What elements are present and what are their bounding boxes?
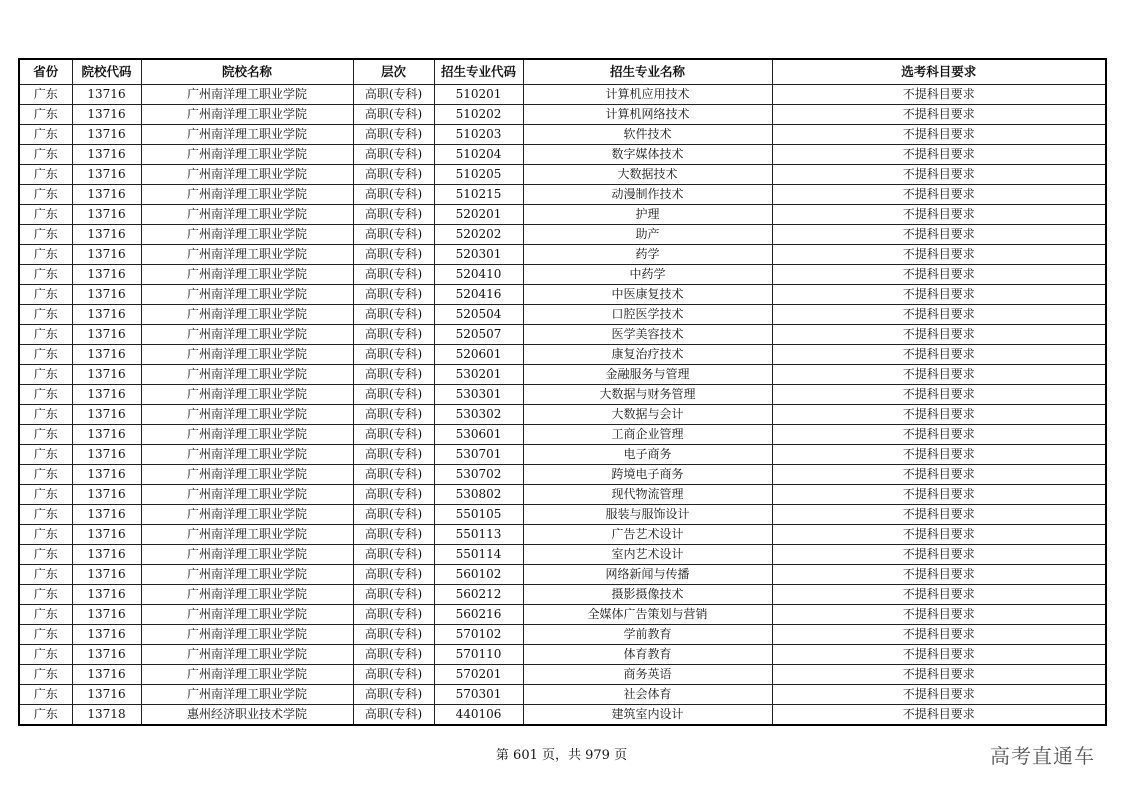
cell-major-name: 计算机网络技术 <box>523 105 772 125</box>
cell-major-code: 520202 <box>434 225 523 245</box>
cell-major-name: 助产 <box>523 225 772 245</box>
cell-major-code: 560216 <box>434 605 523 625</box>
cell-major-code: 570201 <box>434 665 523 685</box>
table-row <box>19 265 1106 285</box>
table-row <box>19 305 1106 325</box>
cell-province: 广东 <box>19 645 72 665</box>
cell-province: 广东 <box>19 565 72 585</box>
cell-subject-requirement: 不提科目要求 <box>772 465 1106 485</box>
header-province: 省份 <box>19 59 72 85</box>
cell-major-name: 大数据技术 <box>523 165 772 185</box>
cell-school-code: 13716 <box>72 105 141 125</box>
cell-province: 广东 <box>19 345 72 365</box>
table-row <box>19 625 1106 645</box>
cell-major-name: 学前教育 <box>523 625 772 645</box>
cell-province: 广东 <box>19 405 72 425</box>
cell-province: 广东 <box>19 485 72 505</box>
cell-subject-requirement: 不提科目要求 <box>772 225 1106 245</box>
cell-major-name: 网络新闻与传播 <box>523 565 772 585</box>
cell-school-name: 广州南洋理工职业学院 <box>141 645 353 665</box>
cell-school-name: 广州南洋理工职业学院 <box>141 85 353 105</box>
cell-major-code: 510202 <box>434 105 523 125</box>
cell-school-name: 广州南洋理工职业学院 <box>141 245 353 265</box>
cell-level: 高职(专科) <box>353 505 434 525</box>
cell-major-name: 电子商务 <box>523 445 772 465</box>
cell-school-code: 13716 <box>72 165 141 185</box>
cell-subject-requirement: 不提科目要求 <box>772 385 1106 405</box>
cell-school-code: 13716 <box>72 525 141 545</box>
cell-major-name: 动漫制作技术 <box>523 185 772 205</box>
cell-level: 高职(专科) <box>353 305 434 325</box>
cell-school-name: 广州南洋理工职业学院 <box>141 105 353 125</box>
header-major-code: 招生专业代码 <box>434 59 523 85</box>
cell-major-name: 数字媒体技术 <box>523 145 772 165</box>
cell-level: 高职(专科) <box>353 205 434 225</box>
cell-level: 高职(专科) <box>353 545 434 565</box>
table-row <box>19 125 1106 145</box>
cell-school-code: 13716 <box>72 685 141 705</box>
cell-province: 广东 <box>19 305 72 325</box>
cell-school-name: 广州南洋理工职业学院 <box>141 125 353 145</box>
cell-major-code: 520301 <box>434 245 523 265</box>
cell-province: 广东 <box>19 165 72 185</box>
cell-province: 广东 <box>19 605 72 625</box>
cell-level: 高职(专科) <box>353 125 434 145</box>
cell-subject-requirement: 不提科目要求 <box>772 85 1106 105</box>
cell-school-name: 广州南洋理工职业学院 <box>141 625 353 645</box>
cell-major-name: 中医康复技术 <box>523 285 772 305</box>
cell-major-code: 560212 <box>434 585 523 605</box>
cell-school-name: 广州南洋理工职业学院 <box>141 305 353 325</box>
cell-province: 广东 <box>19 665 72 685</box>
cell-province: 广东 <box>19 145 72 165</box>
cell-province: 广东 <box>19 325 72 345</box>
cell-level: 高职(专科) <box>353 185 434 205</box>
cell-level: 高职(专科) <box>353 225 434 245</box>
cell-school-name: 广州南洋理工职业学院 <box>141 545 353 565</box>
page-number: 第 601 页，共 979 页 <box>495 748 628 763</box>
cell-province: 广东 <box>19 505 72 525</box>
cell-major-code: 530302 <box>434 405 523 425</box>
cell-school-name: 广州南洋理工职业学院 <box>141 285 353 305</box>
cell-subject-requirement: 不提科目要求 <box>772 185 1106 205</box>
cell-level: 高职(专科) <box>353 485 434 505</box>
cell-school-name: 广州南洋理工职业学院 <box>141 265 353 285</box>
cell-major-code: 510203 <box>434 125 523 145</box>
cell-school-name: 广州南洋理工职业学院 <box>141 325 353 345</box>
cell-subject-requirement: 不提科目要求 <box>772 645 1106 665</box>
cell-major-name: 大数据与会计 <box>523 405 772 425</box>
watermark: 高考直通车 <box>990 744 1095 768</box>
table-row <box>19 245 1106 265</box>
header-school-name: 院校名称 <box>141 59 353 85</box>
cell-subject-requirement: 不提科目要求 <box>772 105 1106 125</box>
table-row <box>19 565 1106 585</box>
cell-subject-requirement: 不提科目要求 <box>772 165 1106 185</box>
header-subject-requirement: 选考科目要求 <box>772 59 1106 85</box>
table-row <box>19 165 1106 185</box>
cell-major-name: 体育教育 <box>523 645 772 665</box>
cell-level: 高职(专科) <box>353 145 434 165</box>
cell-level: 高职(专科) <box>353 665 434 685</box>
cell-level: 高职(专科) <box>353 265 434 285</box>
cell-major-code: 530201 <box>434 365 523 385</box>
cell-school-code: 13718 <box>72 705 141 726</box>
cell-school-name: 广州南洋理工职业学院 <box>141 505 353 525</box>
cell-school-code: 13716 <box>72 365 141 385</box>
cell-school-code: 13716 <box>72 205 141 225</box>
cell-level: 高职(专科) <box>353 385 434 405</box>
cell-subject-requirement: 不提科目要求 <box>772 145 1106 165</box>
cell-level: 高职(专科) <box>353 565 434 585</box>
cell-school-code: 13716 <box>72 185 141 205</box>
cell-province: 广东 <box>19 245 72 265</box>
cell-level: 高职(专科) <box>353 285 434 305</box>
cell-level: 高职(专科) <box>353 405 434 425</box>
header-level: 层次 <box>353 59 434 85</box>
cell-major-code: 510201 <box>434 85 523 105</box>
header-school-code: 院校代码 <box>72 59 141 85</box>
table-row <box>19 525 1106 545</box>
cell-major-code: 530701 <box>434 445 523 465</box>
cell-school-code: 13716 <box>72 265 141 285</box>
cell-level: 高职(专科) <box>353 85 434 105</box>
cell-level: 高职(专科) <box>353 465 434 485</box>
cell-major-code: 560102 <box>434 565 523 585</box>
cell-province: 广东 <box>19 425 72 445</box>
table-row <box>19 225 1106 245</box>
cell-major-name: 广告艺术设计 <box>523 525 772 545</box>
cell-major-name: 现代物流管理 <box>523 485 772 505</box>
cell-school-code: 13716 <box>72 585 141 605</box>
cell-subject-requirement: 不提科目要求 <box>772 285 1106 305</box>
cell-school-code: 13716 <box>72 345 141 365</box>
cell-major-code: 530702 <box>434 465 523 485</box>
cell-major-name: 跨境电子商务 <box>523 465 772 485</box>
cell-level: 高职(专科) <box>353 645 434 665</box>
cell-province: 广东 <box>19 125 72 145</box>
cell-major-code: 520601 <box>434 345 523 365</box>
subject-requirements-table <box>18 58 1107 726</box>
cell-major-name: 护理 <box>523 205 772 225</box>
cell-school-name: 广州南洋理工职业学院 <box>141 425 353 445</box>
cell-level: 高职(专科) <box>353 245 434 265</box>
cell-province: 广东 <box>19 385 72 405</box>
cell-subject-requirement: 不提科目要求 <box>772 705 1106 726</box>
cell-school-name: 广州南洋理工职业学院 <box>141 485 353 505</box>
cell-school-name: 广州南洋理工职业学院 <box>141 585 353 605</box>
cell-school-code: 13716 <box>72 385 141 405</box>
cell-level: 高职(专科) <box>353 365 434 385</box>
table-row <box>19 545 1106 565</box>
cell-major-code: 520416 <box>434 285 523 305</box>
cell-school-code: 13716 <box>72 665 141 685</box>
table-row <box>19 365 1106 385</box>
cell-subject-requirement: 不提科目要求 <box>772 365 1106 385</box>
cell-school-name: 广州南洋理工职业学院 <box>141 405 353 425</box>
table-row <box>19 705 1106 726</box>
cell-school-name: 广州南洋理工职业学院 <box>141 525 353 545</box>
cell-school-code: 13716 <box>72 145 141 165</box>
cell-level: 高职(专科) <box>353 445 434 465</box>
cell-subject-requirement: 不提科目要求 <box>772 345 1106 365</box>
cell-major-code: 570110 <box>434 645 523 665</box>
cell-school-name: 广州南洋理工职业学院 <box>141 665 353 685</box>
cell-school-name: 广州南洋理工职业学院 <box>141 445 353 465</box>
cell-subject-requirement: 不提科目要求 <box>772 405 1106 425</box>
table-row <box>19 645 1106 665</box>
cell-school-name: 广州南洋理工职业学院 <box>141 685 353 705</box>
cell-subject-requirement: 不提科目要求 <box>772 305 1106 325</box>
table-row <box>19 385 1106 405</box>
table-row <box>19 405 1106 425</box>
cell-level: 高职(专科) <box>353 625 434 645</box>
cell-major-code: 570102 <box>434 625 523 645</box>
table-row <box>19 105 1106 125</box>
cell-major-name: 商务英语 <box>523 665 772 685</box>
cell-school-code: 13716 <box>72 245 141 265</box>
table-row <box>19 505 1106 525</box>
cell-province: 广东 <box>19 445 72 465</box>
cell-level: 高职(专科) <box>353 425 434 445</box>
cell-school-code: 13716 <box>72 85 141 105</box>
cell-school-name: 广州南洋理工职业学院 <box>141 205 353 225</box>
table-body <box>19 85 1106 726</box>
cell-school-name: 广州南洋理工职业学院 <box>141 385 353 405</box>
cell-level: 高职(专科) <box>353 525 434 545</box>
cell-province: 广东 <box>19 365 72 385</box>
cell-province: 广东 <box>19 205 72 225</box>
table-row <box>19 325 1106 345</box>
cell-major-name: 医学美容技术 <box>523 325 772 345</box>
cell-province: 广东 <box>19 185 72 205</box>
cell-school-code: 13716 <box>72 285 141 305</box>
cell-major-name: 社会体育 <box>523 685 772 705</box>
cell-subject-requirement: 不提科目要求 <box>772 565 1106 585</box>
table-header-row <box>19 59 1106 85</box>
cell-school-code: 13716 <box>72 505 141 525</box>
cell-subject-requirement: 不提科目要求 <box>772 545 1106 565</box>
cell-major-name: 工商企业管理 <box>523 425 772 445</box>
cell-level: 高职(专科) <box>353 685 434 705</box>
cell-major-code: 550114 <box>434 545 523 565</box>
cell-major-code: 440106 <box>434 705 523 726</box>
table-row <box>19 605 1106 625</box>
cell-school-code: 13716 <box>72 225 141 245</box>
cell-province: 广东 <box>19 545 72 565</box>
cell-province: 广东 <box>19 285 72 305</box>
cell-level: 高职(专科) <box>353 165 434 185</box>
cell-major-name: 建筑室内设计 <box>523 705 772 726</box>
cell-major-code: 550105 <box>434 505 523 525</box>
cell-school-code: 13716 <box>72 325 141 345</box>
cell-level: 高职(专科) <box>353 325 434 345</box>
cell-school-code: 13716 <box>72 465 141 485</box>
cell-province: 广东 <box>19 85 72 105</box>
cell-major-code: 530301 <box>434 385 523 405</box>
cell-major-code: 520201 <box>434 205 523 225</box>
cell-province: 广东 <box>19 685 72 705</box>
cell-school-code: 13716 <box>72 445 141 465</box>
cell-major-name: 室内艺术设计 <box>523 545 772 565</box>
table-row <box>19 425 1106 445</box>
cell-major-name: 金融服务与管理 <box>523 365 772 385</box>
table-row <box>19 485 1106 505</box>
cell-level: 高职(专科) <box>353 705 434 726</box>
cell-school-name: 广州南洋理工职业学院 <box>141 345 353 365</box>
cell-school-code: 13716 <box>72 545 141 565</box>
cell-school-code: 13716 <box>72 305 141 325</box>
cell-major-name: 软件技术 <box>523 125 772 145</box>
cell-school-code: 13716 <box>72 125 141 145</box>
table-row <box>19 285 1106 305</box>
table-row <box>19 85 1106 105</box>
cell-province: 广东 <box>19 705 72 726</box>
cell-school-name: 广州南洋理工职业学院 <box>141 165 353 185</box>
table-row <box>19 445 1106 465</box>
table-row <box>19 665 1106 685</box>
cell-major-name: 药学 <box>523 245 772 265</box>
cell-major-code: 510215 <box>434 185 523 205</box>
cell-subject-requirement: 不提科目要求 <box>772 445 1106 465</box>
cell-school-code: 13716 <box>72 485 141 505</box>
cell-major-code: 510204 <box>434 145 523 165</box>
cell-school-code: 13716 <box>72 605 141 625</box>
cell-school-name: 广州南洋理工职业学院 <box>141 185 353 205</box>
cell-subject-requirement: 不提科目要求 <box>772 125 1106 145</box>
table-row <box>19 685 1106 705</box>
cell-level: 高职(专科) <box>353 605 434 625</box>
table-row <box>19 585 1106 605</box>
cell-province: 广东 <box>19 225 72 245</box>
cell-major-name: 服装与服饰设计 <box>523 505 772 525</box>
cell-subject-requirement: 不提科目要求 <box>772 425 1106 445</box>
cell-subject-requirement: 不提科目要求 <box>772 245 1106 265</box>
table-row <box>19 465 1106 485</box>
cell-level: 高职(专科) <box>353 105 434 125</box>
cell-school-name: 广州南洋理工职业学院 <box>141 145 353 165</box>
table-row <box>19 185 1106 205</box>
cell-school-code: 13716 <box>72 405 141 425</box>
cell-school-code: 13716 <box>72 565 141 585</box>
cell-subject-requirement: 不提科目要求 <box>772 265 1106 285</box>
cell-major-code: 510205 <box>434 165 523 185</box>
cell-level: 高职(专科) <box>353 345 434 365</box>
cell-level: 高职(专科) <box>353 585 434 605</box>
cell-school-code: 13716 <box>72 625 141 645</box>
cell-school-name: 惠州经济职业技术学院 <box>141 705 353 726</box>
cell-major-code: 520507 <box>434 325 523 345</box>
cell-province: 广东 <box>19 465 72 485</box>
cell-school-name: 广州南洋理工职业学院 <box>141 565 353 585</box>
cell-school-name: 广州南洋理工职业学院 <box>141 605 353 625</box>
cell-subject-requirement: 不提科目要求 <box>772 485 1106 505</box>
cell-major-code: 570301 <box>434 685 523 705</box>
cell-major-name: 全媒体广告策划与营销 <box>523 605 772 625</box>
cell-major-code: 520504 <box>434 305 523 325</box>
cell-major-name: 大数据与财务管理 <box>523 385 772 405</box>
cell-major-name: 康复治疗技术 <box>523 345 772 365</box>
cell-subject-requirement: 不提科目要求 <box>772 665 1106 685</box>
cell-subject-requirement: 不提科目要求 <box>772 205 1106 225</box>
cell-major-code: 530601 <box>434 425 523 445</box>
cell-subject-requirement: 不提科目要求 <box>772 505 1106 525</box>
cell-major-name: 中药学 <box>523 265 772 285</box>
cell-subject-requirement: 不提科目要求 <box>772 585 1106 605</box>
cell-subject-requirement: 不提科目要求 <box>772 685 1106 705</box>
table-row <box>19 205 1106 225</box>
cell-major-code: 530802 <box>434 485 523 505</box>
table-row <box>19 145 1106 165</box>
cell-school-name: 广州南洋理工职业学院 <box>141 465 353 485</box>
cell-school-code: 13716 <box>72 645 141 665</box>
cell-subject-requirement: 不提科目要求 <box>772 525 1106 545</box>
cell-major-name: 口腔医学技术 <box>523 305 772 325</box>
cell-province: 广东 <box>19 105 72 125</box>
cell-subject-requirement: 不提科目要求 <box>772 325 1106 345</box>
cell-major-name: 摄影摄像技术 <box>523 585 772 605</box>
cell-province: 广东 <box>19 625 72 645</box>
cell-province: 广东 <box>19 265 72 285</box>
header-major-name: 招生专业名称 <box>523 59 772 85</box>
cell-school-name: 广州南洋理工职业学院 <box>141 225 353 245</box>
cell-subject-requirement: 不提科目要求 <box>772 605 1106 625</box>
cell-school-code: 13716 <box>72 425 141 445</box>
cell-province: 广东 <box>19 525 72 545</box>
table-row <box>19 345 1106 365</box>
cell-province: 广东 <box>19 585 72 605</box>
cell-major-code: 520410 <box>434 265 523 285</box>
cell-school-name: 广州南洋理工职业学院 <box>141 365 353 385</box>
cell-subject-requirement: 不提科目要求 <box>772 625 1106 645</box>
cell-major-code: 550113 <box>434 525 523 545</box>
cell-major-name: 计算机应用技术 <box>523 85 772 105</box>
